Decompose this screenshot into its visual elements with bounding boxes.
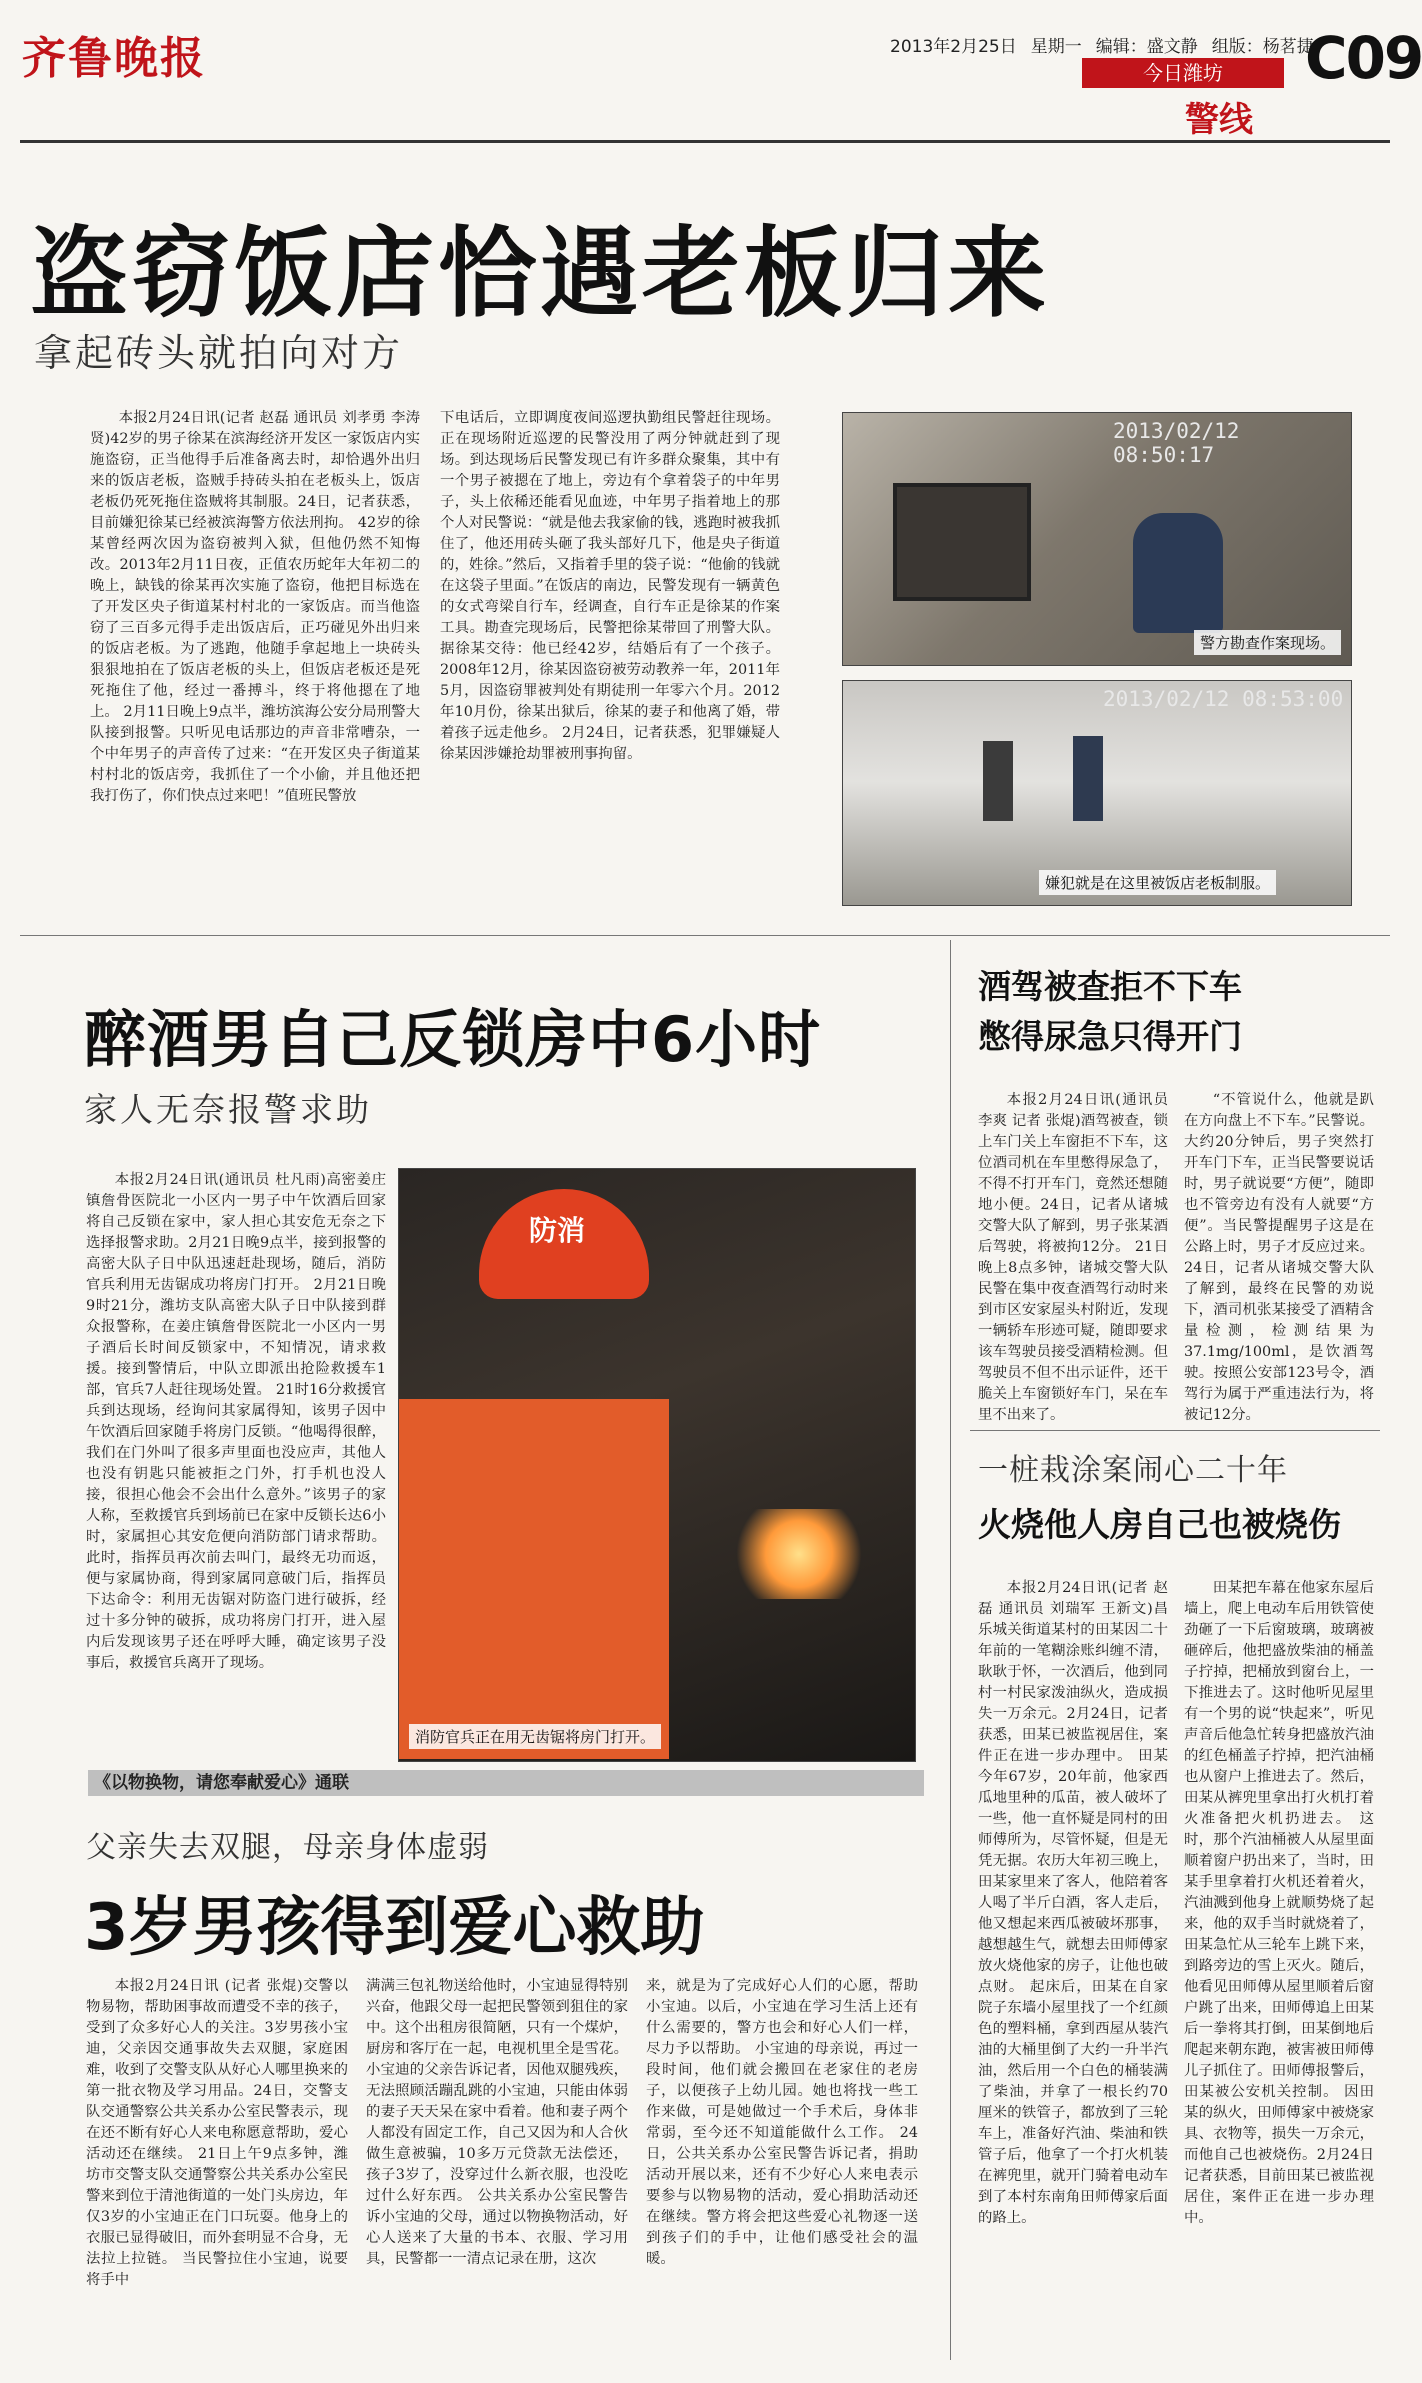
- side2-body-col1: 本报2月24日讯(记者 赵磊 通讯员 刘瑞军 王新文)昌乐城关街道某村的田某因二十年前的一笔糊涂账纠缠不清，耿耿于怀，一次酒后，他到同村一村民家泼油纵火，造成损失一万余元。2月24日，记者获悉，田某已被监视居住，案件正在进一步办理中。 田某今年67岁，20年前，他家西瓜地里种的瓜苗，被人破坏了一些，他一直怀疑是同村的田师傅所为，尽管怀疑，但是无凭无据。农历大年初三晚上，田某家里来了客人，他陪着客人喝了半斤白酒，客人走后，他又想起来西瓜被破坏那事，越想越生气，就想去田师傅家放火烧他家的房子，让他也破点财。 起床后，田某在自家院子东墙小屋里找了一个红颜色的塑料桶，拿到西屋从装汽油的大桶里倒了大约一升半汽油，然后用一个白色的桶装满了柴油，并拿了一根长约70厘米的铁管子，都放到了三轮车上，准备好汽油、柴油和铁管子后，他拿了一个打火机装在裤兜里，就开门骑着电动车到了本村东南角田师傅家后面的路上。: [978, 1580, 1168, 2226]
- photo1-caption: 警方勘查作案现场。: [1194, 630, 1341, 655]
- photo2-timestamp: 2013/02/12 08:53:00: [1103, 687, 1344, 711]
- story2-headline: 醉酒男自己反锁房中6小时: [84, 1003, 822, 1076]
- side2-title: 火烧他人房自己也被烧伤: [978, 1505, 1341, 1544]
- story3-headline: 3岁男孩得到爱心救助: [84, 1891, 705, 1965]
- figure-shape-1: [983, 741, 1013, 821]
- section-tag: 今日潍坊: [1082, 58, 1284, 88]
- issue-meta: [890, 32, 1328, 57]
- firefighter-body: [399, 1399, 669, 1759]
- lead-photo-2: [842, 680, 1352, 906]
- officer-figure: [1133, 513, 1223, 633]
- figure-shape-2: [1073, 736, 1103, 821]
- lead-subheadline: 拿起砖头就拍向对方: [34, 331, 404, 375]
- tv-shape: [893, 483, 1031, 601]
- section-divider: [20, 935, 1390, 936]
- story3-body-col2: 满满三包礼物送给他时，小宝迪显得特别兴奋，他跟父母一起把民警领到狙住的家中。这个出租房很简陋，只有一个煤炉，厨房和客厅在一起，电视机里全是雪花。 小宝迪的父亲告诉记者，因他双腿残疾，无法照顾活蹦乱跳的小宝迪，只能由体弱的妻子天天呆在家中看着。他和妻子两个人都没有固定工作，自己又因为和人合伙做生意被骗，10多万元贷款无法偿还，孩子3岁了，没穿过什么新衣服，也没吃过什么好东西。 公共关系办公室民警告诉小宝迪的父母，通过以物换物活动，好心人送来了大量的书本、衣服、学习用具，民警都一一清点记录在册，这次: [366, 1978, 628, 2267]
- story3-body-col3: 来，就是为了完成好心人们的心愿，帮助小宝迪。以后，小宝迪在学习生活上还有什么需要的，警方也会和好心人们一样，尽力予以帮助。 小宝迪的母亲说，再过一段时间，他们就会搬回在老家住的老房子，以便孩子上幼儿园。她也将找一些工作来做，可是她做过一个手术后，身体非常弱，至今还不知道能做什么工作。 24日，公共关系办公室民警告诉记者，捐助活动开展以来，还有不少好心人来电表示要参与以物易物的活动，爱心捐助活动还在继续。警方将会把这些爱心礼物逐一送到孩子们的手中，让他们感受社会的温暖。: [646, 1978, 918, 2267]
- side1-body-col2: “不管说什么，他就是趴在方向盘上不下车。”民警说。大约20分钟后，男子突然打开车门下车，正当民警要说话时，男子就说要“方便”，随即也不管旁边有没有人就要“方便”。当民警提醒男子这是在公路上时，男子才反应过来。 24日，记者从诸城交警大队了解到，最终在民警的劝说下，酒司机张某接受了酒精含量检测，检测结果为37.1mg/100ml，是饮酒驾驶。按照公安部123号令，酒驾行为属于严重违法行为，将被记12分。: [1184, 1092, 1374, 1423]
- side1-title-line2: 憋得尿急只得开门: [978, 1017, 1242, 1056]
- side1-body-col1: 本报2月24日讯(通讯员 李爽 记者 张焜)酒驾被查，锁上车门关上车窗拒不下车，这位酒司机在车里憋得尿急了，不得不打开车门，竟然还想随地小便。24日，记者从诸城交警大队了解到，男子张某酒后驾驶，将被拘12分。 21日晚上8点多钟，诸城交警大队民警在集中夜查酒驾行动时来到市区安家屋头村附近，发现一辆轿车形迹可疑，随即要求该车驾驶员接受酒精检测。但驾驶员不但不出示证件，还干脆关上车窗锁好车门，呆在车里不出来了。: [978, 1092, 1168, 1423]
- column-name: 警线: [1185, 100, 1253, 140]
- lead-photo-1: [842, 412, 1352, 666]
- editor-credit: 编辑：盛文静: [1095, 37, 1198, 57]
- story2-subheadline: 家人无奈报警求助: [84, 1090, 372, 1129]
- story3-subheadline: 父亲失去双腿，母亲身体虚弱: [86, 1830, 489, 1865]
- issue-weekday: 星期一: [1030, 37, 1082, 57]
- side-divider: [970, 1430, 1380, 1431]
- issue-date: 2013年2月25日: [890, 37, 1017, 57]
- side2-subtitle: 一桩栽涂案闹心二十年: [978, 1453, 1288, 1488]
- lead-headline: 盗窃饭店恰遇老板归来: [30, 217, 1051, 331]
- story3-body-col1: 本报2月24日讯 (记者 张焜)交警以物易物，帮助困事故而遭受不幸的孩子，受到了众多好心人的关注。3岁男孩小宝迪，父亲因交通事故失去双腿，家庭困难，收到了交警支队从好心人哪里换来的第一批衣物及学习用品。24日，交警支队交通警察公共关系办公室民警表示，现在还不断有好心人来电称愿意帮助，爱心活动还在继续。 21日上午9点多钟，潍坊市交警支队交通警察公共关系办公室民警来到位于清池街道的一处门头房边，年仅3岁的小宝迪正在门口玩耍。他身上的衣服已显得破旧，而外套明显不合身，无法拉上拉链。 当民警拉住小宝迪，说要将手中: [86, 1978, 348, 2288]
- photo2-caption: 嫌犯就是在这里被饭店老板制服。: [1039, 870, 1276, 895]
- story2-body: 本报2月24日讯(通讯员 杜凡雨)高密姜庄镇詹骨医院北一小区内一男子中午饮酒后回家将自己反锁在家中，家人担心其安危无奈之下选择报警求助。2月21日晚9点半，接到报警的高密大队子日中队迅速赶赴现场，随后，消防官兵利用无齿锯成功将房门打开。 2月21日晚9时21分，潍坊支队高密大队子日中队接到群众报警称，在姜庄镇詹骨医院北一小区内一男子酒后长时间反锁家中，不知情况，请求救援。接到警情后，中队立即派出抢险救援车1部，官兵7人赶往现场处置。 21时16分救援官兵到达现场，经询问其家属得知，该男子因中午饮酒后回家随手将房门反锁。“他喝得很醉，我们在门外叫了很多声里面也没应声，其他人也没有钥匙只能被拒之门外，打手机也没人接，很担心他会不会出什么意外。”该男子的家人称，至救援官兵到场前已在家中反锁长达6小时，家属担心其安危便向消防部门请求帮助。 此时，指挥员再次前去叫门，最终无功而返，便与家属协商，得到家属同意破门后，指挥员下达命令：利用无齿锯对防盗门进行破拆，经过十多分钟的破拆，成功将房门打开，进入屋内后发现该男子还在呼呼大睡，确定该男子没事后，救援官兵离开了现场。: [86, 1172, 386, 1671]
- newspaper-logo: 齐鲁晚报: [22, 33, 206, 84]
- story2-photo: [398, 1168, 916, 1762]
- lead-body-col2: 下电话后，立即调度夜间巡逻执勤组民警赶往现场。 正在现场附近巡逻的民警没用了两分钟就赶到了现场。到达现场后民警发现已有许多群众聚集，其中有一个男子被摁在了地上，旁边有个拿着袋子的中年男子，头上依稀还能看见血迹，中年男子指着地上的那个人对民警说：“就是他去我家偷的钱，逃跑时被我抓住了，他还用砖头砸了我头部好几下，他是央子街道的，姓徐。”然后，又指着手里的袋子说：“他偷的钱就在这袋子里面。”在饭店的南边，民警发现有一辆黄色的女式弯梁自行车，经调查，自行车正是徐某的作案工具。勘查完现场后，民警把徐某带回了刑警大队。 据徐某交待：他已经42岁，结婚后有了一个孩子。2008年12月，徐某因盗窃被劳动教养一年，2011年5月，因盗窃罪被判处有期徒刑一年零六个月。2012年10月份，徐某出狱后，徐某的妻子和他离了婚，带着孩子远走他乡。 2月24日，记者获悉，犯罪嫌疑人徐某因涉嫌抢劫罪被刑事拘留。: [440, 410, 780, 762]
- side2-body-col2: 田某把车幕在他家东屋后墙上，爬上电动车后用铁管使劲砸了一下后窗玻璃，玻璃被砸碎后，他把盛放柴油的桶盖子拧掉，把桶放到窗台上，一下推进去了。这时他听见屋里有一个男的说“快起来”，听见声音后他急忙转身把盛放汽油的红色桶盖子拧掉，把汽油桶也从窗户上推进去了。然后，田某从裤兜里拿出打火机打着火准备把火机扔进去。 这时，那个汽油桶被人从屋里面顺着窗户扔出来了，当时，田某手里拿着打火机还着着火，汽油溅到他身上就顺势烧了起来，他的双手当时就烧着了，田某急忙从三轮车上跳下来，到路旁边的雪上灭火。随后，他看见田师傅从屋里顺着后窗户跳了出来，田师傅追上田某后一拳将其打倒，田某倒地后爬起来朝东跑，被害被田师傅儿子抓住了。田师傅报警后，田某被公安机关控制。 因田某的纵火，田师傅家中被烧家具、衣物等，损失一万余元，而他自己也被烧伤。2月24日记者获悉，目前田某已被监视居住，案件正在进一步办理中。: [1184, 1580, 1374, 2226]
- column-divider: [950, 940, 951, 2360]
- layout-credit: 组版：杨茗捷: [1211, 37, 1314, 57]
- helmet-text: 防消: [529, 1214, 586, 1247]
- photo1-timestamp: 2013/02/12 08:50:17: [1113, 419, 1240, 467]
- masthead-rule: [20, 140, 1390, 143]
- page-number: C09: [1305, 24, 1422, 92]
- promo-bar: 《以物换物，请您奉献爱心》通联: [88, 1770, 924, 1796]
- spark-glow: [729, 1509, 869, 1599]
- side1-title-line1: 酒驾被查拒不下车: [978, 967, 1242, 1006]
- story2-caption: 消防官兵正在用无齿锯将房门打开。: [409, 1724, 661, 1749]
- lead-body-col1: 本报2月24日讯(记者 赵磊 通讯员 刘孝勇 李涛贤)42岁的男子徐某在滨海经济开发区一家饭店内实施盗窃，正当他得手后准备离去时，却恰遇外出归来的饭店老板，盗贼手持砖头拍在老板头上，饭店老板仍死死拖住盗贼将其制服。24日，记者获悉，目前嫌犯徐某已经被滨海警方依法刑拘。 42岁的徐某曾经两次因为盗窃被判入狱，但他仍然不知悔改。2013年2月11日夜，正值农历蛇年大年初二的晚上，缺钱的徐某再次实施了盗窃，他把目标选在了开发区央子街道某村村北的一家饭店。而当他盗窃了三百多元得手走出饭店后，正巧碰见外出归来的饭店老板。为了逃跑，他随手拿起地上一块砖头狠狠地拍在了饭店老板的头上，但饭店老板还是死死拖住了他，经过一番搏斗，终于将他摁在了地上。 2月11日晚上9点半，潍坊滨海公安分局刑警大队接到报警。只听见电话那边的声音非常嘈杂，一个中年男子的声音传了过来：“在开发区央子街道某村村北的饭店旁，我抓住了一个小偷，并且他还把我打伤了，你们快点过来吧！”值班民警放: [90, 410, 420, 804]
